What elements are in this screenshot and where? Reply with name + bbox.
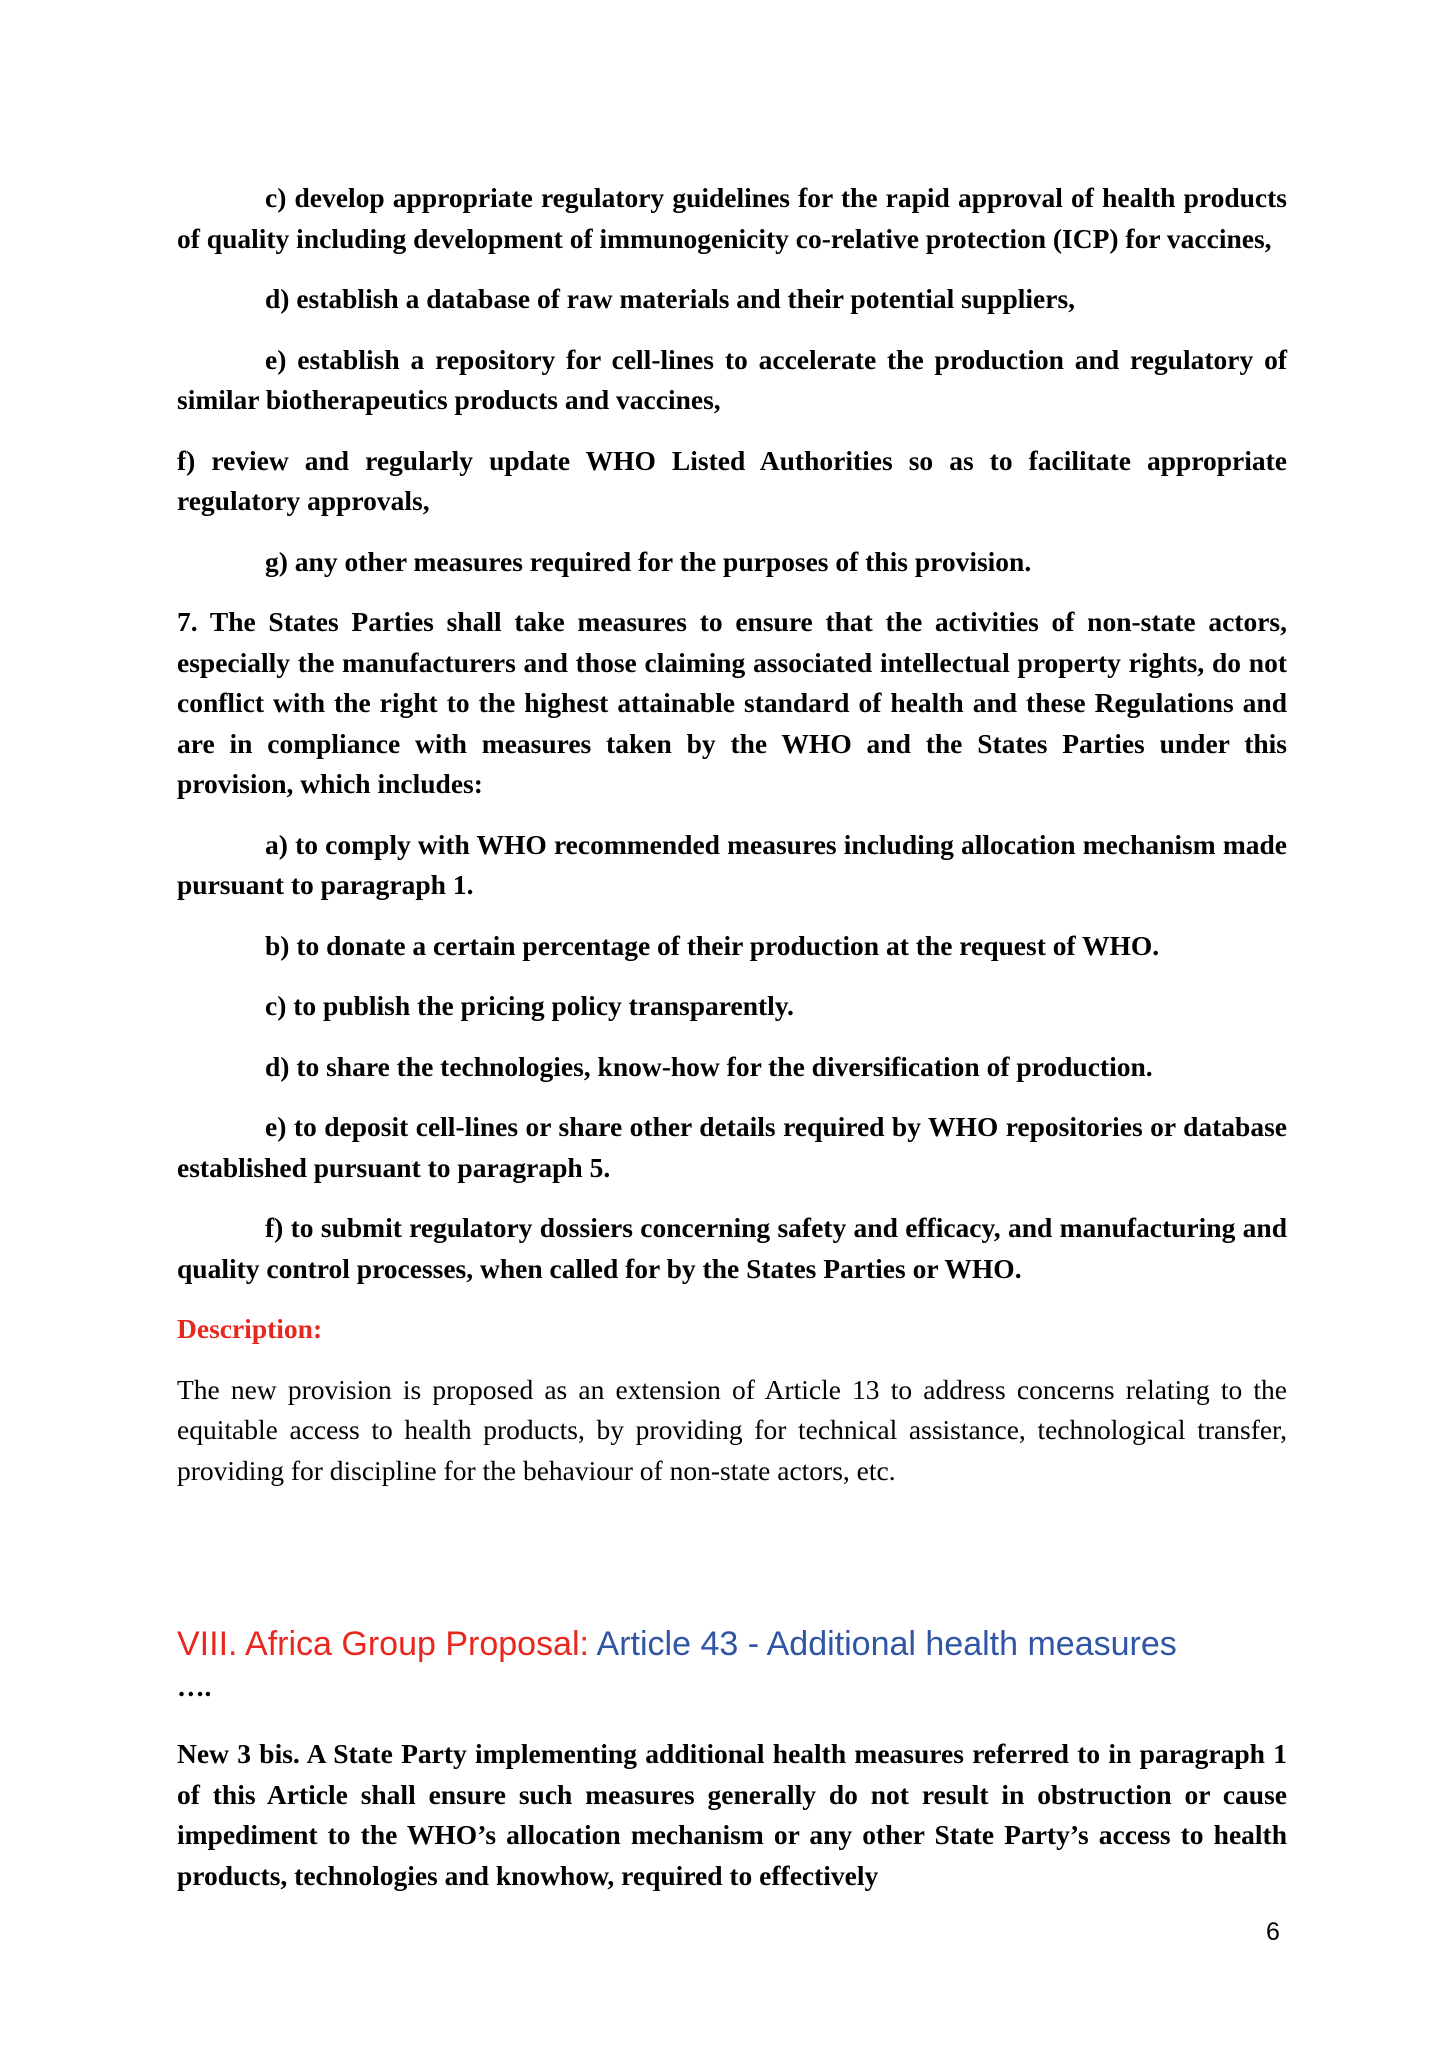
document-body <box>177 178 1287 1491</box>
paragraph-f-regulatory-dossiers: f) to submit regulatory dossiers concerning safety and efficacy, and manufacturing and quality control processes, when called for by the States Parties or WHO. <box>177 1212 1287 1284</box>
description-text: The new provision is proposed as an extension of Article 13 to address concerns relating to the equitable access to health products, by providing for technical assistance, technological transfer, providing for discipline for the behaviour of non-state actors, etc. <box>177 1373 1287 1486</box>
article-43-body <box>177 1734 1287 1916</box>
paragraph-c-pricing: c) to publish the pricing policy transparently. <box>265 990 794 1021</box>
section-heading-title: Article 43 - Additional health measures <box>596 1625 1177 1663</box>
paragraph-7-states-parties: 7. The States Parties shall take measures to ensure that the activities of non-state actors, especially the manufacturers and those claiming associated intellectual property rights, do not conflict with the right to the highest attainable standard of health and these Regulations and are in compliance with measures taken by the WHO and the States Parties under this provision, which includes: <box>177 606 1287 799</box>
paragraph-f-who-listed-authorities: f) review and regularly update WHO Listed Authorities so as to facilitate appropriate regulatory approvals, <box>177 444 1287 516</box>
description-label: Description: <box>177 1313 323 1344</box>
paragraph-b-donate: b) to donate a certain percentage of their production at the request of WHO. <box>265 929 1160 961</box>
paragraph-d-database: d) establish a database of raw materials and their potential suppliers, <box>265 283 1076 314</box>
paragraph-a-comply: a) to comply with WHO recommended measures including allocation mechanism made pursuant to paragraph 1. <box>177 828 1287 900</box>
paragraph-d-share-technologies: d) to share the technologies, know-how for the diversification of production. <box>265 1050 1153 1082</box>
paragraph-new-3-bis: New 3 bis. A State Party implementing additional health measures referred to in paragraph 1 of this Article shall ensure such measures generally do not result in obstruction or cause impediment to the WHO’s allocation mechanism or any other State Party’s access to health products, technologies and knowhow, required to effectively <box>177 1738 1287 1891</box>
ellipsis: …. <box>177 1671 212 1702</box>
paragraph-g-other-measures: g) any other measures required for the purposes of this provision. <box>265 545 1032 577</box>
paragraph-c-guidelines: c) develop appropriate regulatory guidelines for the rapid approval of health products of quality including development of immunogenicity co-relative protection (ICP) for vaccines, <box>177 182 1287 254</box>
section-heading <box>177 1622 1177 1666</box>
paragraph-e-repository: e) establish a repository for cell-lines to accelerate the production and regulatory of similar biotherapeutics products and vaccines, <box>177 343 1287 415</box>
page-number: 6 <box>1266 1918 1280 1946</box>
section-heading-prefix: VIII. Africa Group Proposal: <box>177 1625 589 1663</box>
paragraph-e-deposit-cell-lines: e) to deposit cell-lines or share other details required by WHO repositories or database established pursuant to paragraph 5. <box>177 1111 1287 1183</box>
